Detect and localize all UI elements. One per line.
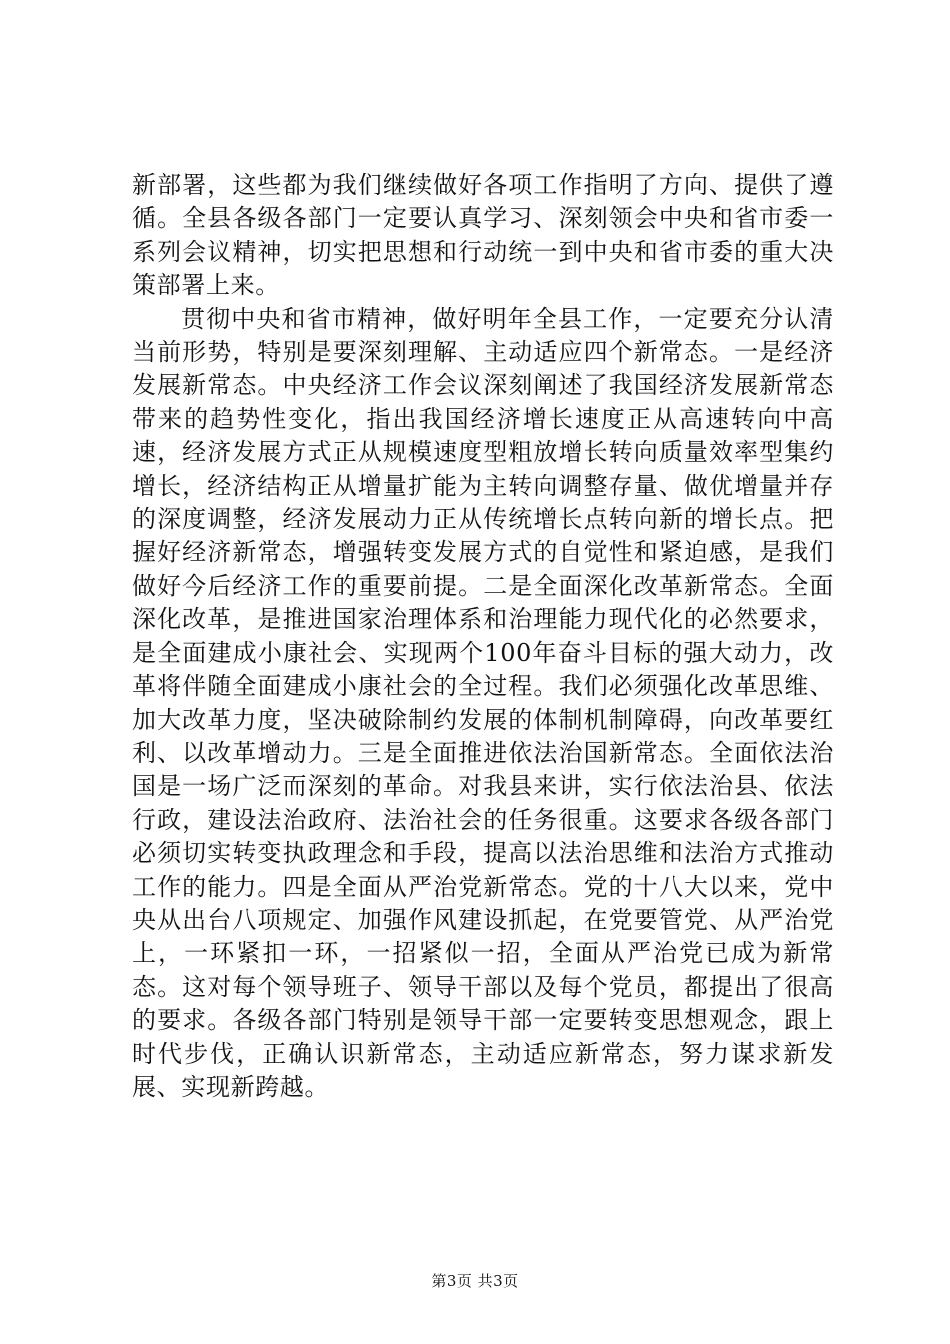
- document-body: [132, 169, 834, 1104]
- paragraph-continued: 新部署，这些都为我们继续做好各项工作指明了方向、提供了遵循。全县各级各部门一定要认真学习、深刻领会中央和省市委一系列会议精神，切实把思想和行动统一到中央和省市委的重大决策部署上来。: [132, 171, 834, 300]
- paragraph-four-new-normals: 贯彻中央和省市精神，做好明年全县工作，一定要充分认清当前形势，特别是要深刻理解、主动适应四个新常态。一是经济发展新常态。中央经济工作会议深刻阐述了我国经济发展新常态带来的趋势性变化，指出我国经济增长速度正从高速转向中高速，经济发展方式正从规模速度型粗放增长转向质量效率型集约增长，经济结构正从增量扩能为主转向调整存量、做优增量并存的深度调整，经济发展动力正从传统增长点转向新的增长点。把握好经济新常态，增强转变发展方式的自觉性和紧迫感，是我们做好今后经济工作的重要前提。二是全面深化改革新常态。全面深化改革，是推进国家治理体系和治理能力现代化的必然要求，是全面建成小康社会、实现两个100年奋斗目标的强大动力，改革将伴随全面建成小康社会的全过程。我们必须强化改革思维、加大改革力度，坚决破除制约发展的体制机制障碍，向改革要红利、以改革增动力。三是全面推进依法治国新常态。全面依法治国是一场广泛而深刻的革命。对我县来讲，实行依法治县、依法行政，建设法治政府、法治社会的任务很重。这要求各级各部门必须切实转变执政理念和手段，提高以法治思维和法治方式推动工作的能力。四是全面从严治党新常态。党的十八大以来，党中央从出台八项规定、加强作风建设抓起，在党要管党、从严治党上，一环紧扣一环，一招紧似一招，全面从严治党已成为新常态。这对每个领导班子、领导干部以及每个党员，都提出了很高的要求。各级各部门特别是领导干部一定要转变思想观念，跟上时代步伐，正确认识新常态，主动适应新常态，努力谋求新发展、实现新跨越。: [132, 304, 834, 1101]
- page-footer: 第3页 共3页: [431, 1272, 519, 1290]
